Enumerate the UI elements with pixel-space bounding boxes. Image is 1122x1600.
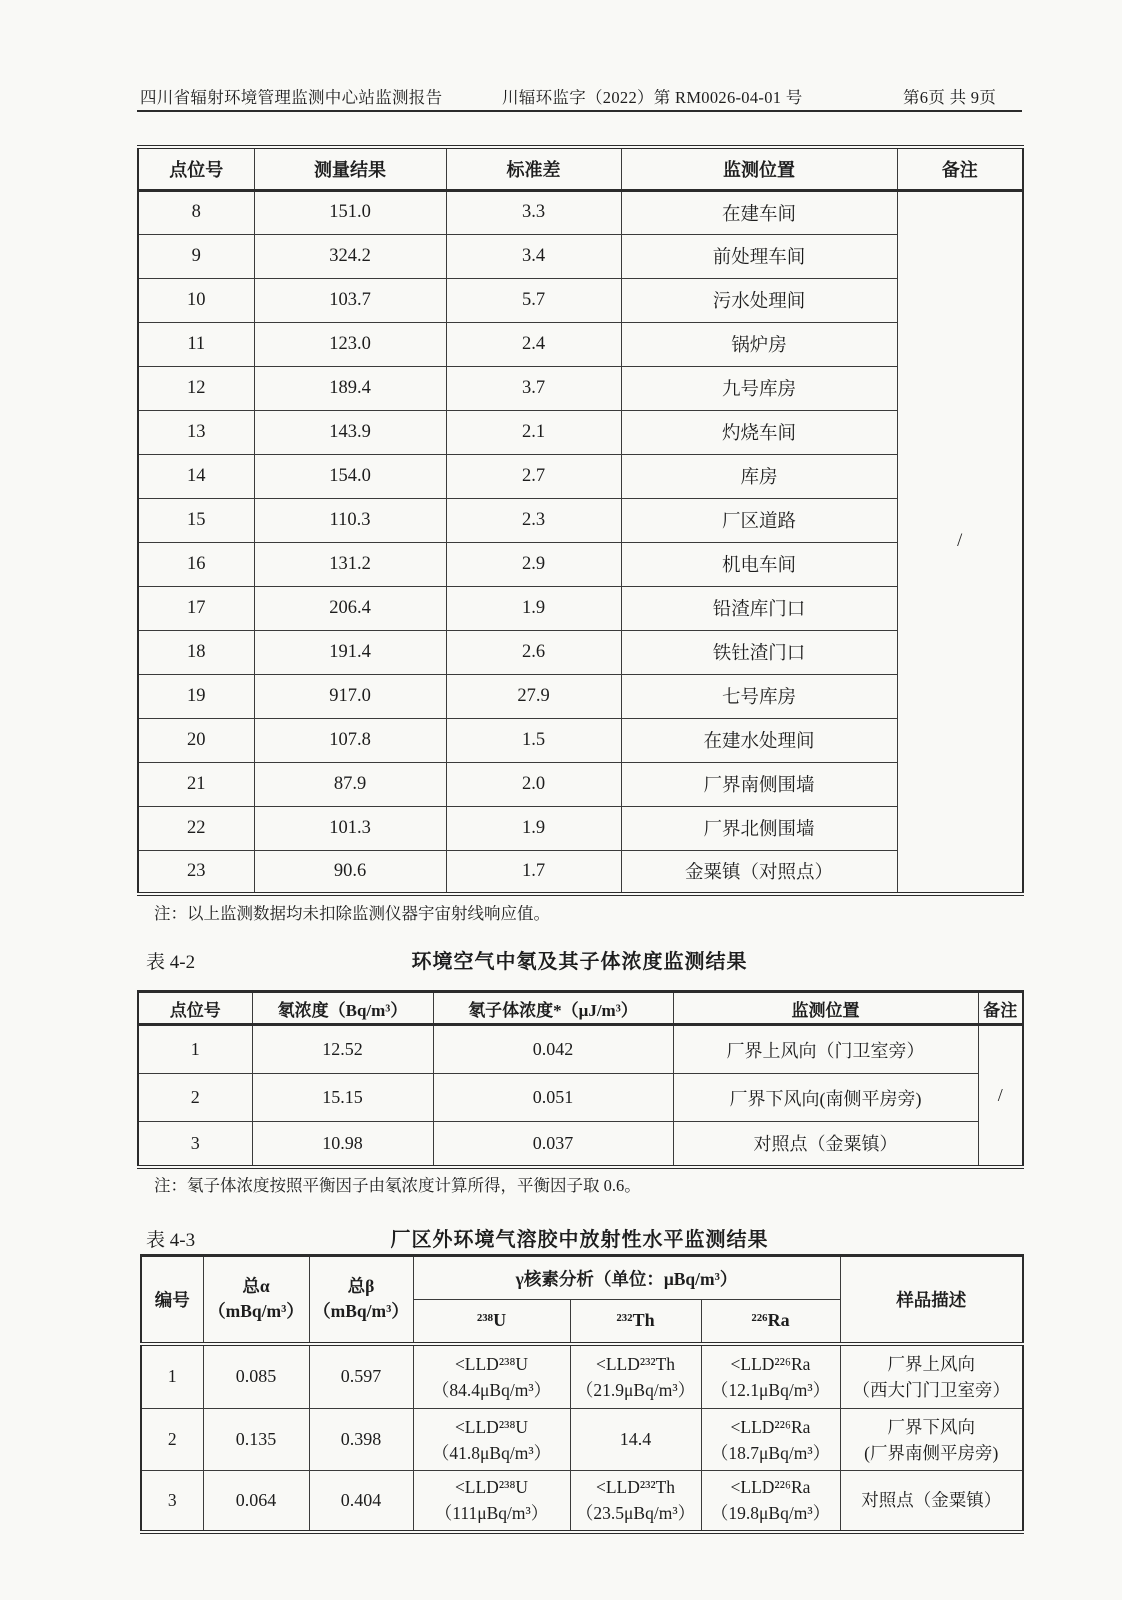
cell-point-id: 2	[138, 1074, 252, 1122]
table-row	[138, 322, 1023, 366]
cell-point-id: 15	[138, 498, 254, 542]
cell-location: 厂界上风向（门卫室旁）	[673, 1025, 978, 1074]
col-gross-beta	[309, 1256, 413, 1344]
gross-beta-line1: 总β	[347, 1276, 375, 1297]
header-rule	[137, 110, 1022, 112]
cell-result: 206.4	[254, 586, 446, 630]
radon-header-row	[138, 992, 1023, 1025]
sample-line1: 厂界下风向	[887, 1416, 975, 1437]
cell-ra226	[701, 1471, 840, 1532]
cell-stddev: 1.9	[446, 586, 621, 630]
col-gross-alpha	[203, 1256, 309, 1344]
table42-footnote: 注：氡子体浓度按照平衡因子由氡浓度计算所得，平衡因子取 0.6。	[154, 1176, 641, 1195]
cell-stddev: 2.1	[446, 410, 621, 454]
u238-line1: <LLD²³⁸U	[454, 1353, 529, 1374]
col-gamma-analysis: γ核素分析（单位：μBq/m³）	[413, 1256, 840, 1300]
cell-gross-alpha: 0.135	[203, 1409, 309, 1471]
cell-point-id: 20	[138, 718, 254, 762]
col-remark: 备注	[978, 992, 1023, 1025]
col-point-id: 点位号	[138, 147, 254, 190]
cell-result: 101.3	[254, 806, 446, 850]
ra226-line1: <LLD²²⁶Ra	[730, 1477, 811, 1498]
gross-alpha-line2: （mBq/m³）	[208, 1301, 304, 1322]
cell-stddev: 1.9	[446, 806, 621, 850]
col-th232: ²³²Th	[570, 1300, 701, 1344]
table-row	[138, 542, 1023, 586]
cell-location: 铅渣库门口	[621, 586, 897, 630]
cell-point-id: 14	[138, 454, 254, 498]
table-row	[138, 806, 1023, 850]
ra226-line2: （19.8μBq/m³）	[710, 1503, 831, 1524]
cell-point-id: 9	[138, 234, 254, 278]
cell-location: 机电车间	[621, 542, 897, 586]
cell-stddev: 3.3	[446, 190, 621, 234]
cell-stddev: 1.7	[446, 850, 621, 894]
cell-location: 库房	[621, 454, 897, 498]
cell-location: 灼烧车间	[621, 410, 897, 454]
col-location: 监测位置	[673, 992, 978, 1025]
cell-result: 103.7	[254, 278, 446, 322]
u238-line2: （84.4μBq/m³）	[431, 1379, 552, 1400]
cell-u238	[413, 1344, 570, 1409]
gross-beta-line2: （mBq/m³）	[313, 1301, 409, 1322]
cell-th232: 14.4	[570, 1409, 701, 1471]
cell-gross-beta: 0.404	[309, 1471, 413, 1532]
cell-result: 917.0	[254, 674, 446, 718]
table-row	[138, 674, 1023, 718]
table-row	[138, 1025, 1023, 1074]
radon-table	[137, 990, 1024, 1169]
cell-point-id: 18	[138, 630, 254, 674]
table-row	[141, 1471, 1023, 1532]
table-row	[138, 1122, 1023, 1167]
dose-rate-header-row	[138, 147, 1023, 190]
ra226-line2: （12.1μBq/m³）	[710, 1379, 831, 1400]
cell-sample-id: 2	[141, 1409, 203, 1471]
cell-stddev: 27.9	[446, 674, 621, 718]
u238-line2: （41.8μBq/m³）	[431, 1442, 552, 1463]
cell-sample-id: 3	[141, 1471, 203, 1532]
cell-gross-alpha: 0.064	[203, 1471, 309, 1532]
cell-result: 143.9	[254, 410, 446, 454]
cell-sample-description	[840, 1344, 1023, 1409]
cell-stddev: 1.5	[446, 718, 621, 762]
cell-location: 在建车间	[621, 190, 897, 234]
cell-result: 151.0	[254, 190, 446, 234]
cell-gross-beta: 0.398	[309, 1409, 413, 1471]
table-row	[138, 1074, 1023, 1122]
cell-location: 九号库房	[621, 366, 897, 410]
cell-radon: 10.98	[252, 1122, 433, 1167]
table-row	[138, 410, 1023, 454]
cell-ra226	[701, 1344, 840, 1409]
cell-location: 厂区道路	[621, 498, 897, 542]
table-row	[138, 190, 1023, 234]
cell-location: 金粟镇（对照点）	[621, 850, 897, 894]
cell-sample-id: 1	[141, 1344, 203, 1409]
header-page-number: 第6页 共 9页	[903, 88, 997, 107]
cell-result: 154.0	[254, 454, 446, 498]
sample-line2: (厂界南侧平房旁)	[864, 1442, 999, 1463]
sample-line2: （西大门门卫室旁）	[852, 1379, 1010, 1400]
cell-result: 107.8	[254, 718, 446, 762]
cell-progeny: 0.042	[433, 1025, 673, 1074]
u238-line1: <LLD²³⁸U	[454, 1477, 529, 1498]
cell-point-id: 3	[138, 1122, 252, 1167]
cell-result: 110.3	[254, 498, 446, 542]
cell-point-id: 22	[138, 806, 254, 850]
cell-location: 厂界下风向(南侧平房旁)	[673, 1074, 978, 1122]
th232-line2: （23.5μBq/m³）	[575, 1503, 696, 1524]
header-station-title: 四川省辐射环境管理监测中心站监测报告	[140, 88, 443, 107]
cell-location: 铁钍渣门口	[621, 630, 897, 674]
cell-gross-beta: 0.597	[309, 1344, 413, 1409]
gross-alpha-line1: 总α	[242, 1276, 270, 1297]
col-u238: ²³⁸U	[413, 1300, 570, 1344]
cell-result: 189.4	[254, 366, 446, 410]
header-document-number: 川辐环监字（2022）第 RM0026-04-01 号	[502, 88, 803, 107]
cell-point-id: 17	[138, 586, 254, 630]
cell-progeny: 0.051	[433, 1074, 673, 1122]
cell-remark-merged: /	[897, 190, 1023, 894]
cell-result: 131.2	[254, 542, 446, 586]
cell-radon: 15.15	[252, 1074, 433, 1122]
cell-u238	[413, 1471, 570, 1532]
cell-radon: 12.52	[252, 1025, 433, 1074]
cell-location: 七号库房	[621, 674, 897, 718]
sample-line1: 厂界上风向	[887, 1353, 975, 1374]
table-row	[138, 718, 1023, 762]
sample-line1: 对照点（金粟镇）	[861, 1490, 1002, 1511]
dose-rate-table	[137, 145, 1024, 896]
table-row	[138, 586, 1023, 630]
col-sample-description: 样品描述	[840, 1256, 1023, 1344]
cell-point-id: 21	[138, 762, 254, 806]
col-stddev: 标准差	[446, 147, 621, 190]
cell-point-id: 13	[138, 410, 254, 454]
table42-title: 环境空气中氡及其子体浓度监测结果	[411, 951, 748, 973]
cell-location: 厂界北侧围墙	[621, 806, 897, 850]
ra226-line1: <LLD²²⁶Ra	[730, 1416, 811, 1437]
table-row	[141, 1409, 1023, 1471]
cell-point-id: 11	[138, 322, 254, 366]
cell-gross-alpha: 0.085	[203, 1344, 309, 1409]
col-radon-progeny: 氡子体浓度*（μJ/m³）	[433, 992, 673, 1025]
table1-footnote: 注：以上监测数据均未扣除监测仪器宇宙射线响应值。	[154, 904, 550, 923]
cell-sample-description	[840, 1409, 1023, 1471]
cell-result: 87.9	[254, 762, 446, 806]
cell-location: 厂界南侧围墙	[621, 762, 897, 806]
cell-stddev: 3.7	[446, 366, 621, 410]
u238-line2: （111μBq/m³）	[434, 1503, 549, 1524]
table-row	[138, 366, 1023, 410]
th232-line2: （21.9μBq/m³）	[575, 1379, 696, 1400]
table-row	[138, 278, 1023, 322]
cell-point-id: 1	[138, 1025, 252, 1074]
table43-title: 厂区外环境气溶胶中放射性水平监测结果	[390, 1229, 769, 1251]
table-row	[138, 498, 1023, 542]
col-ra226: ²²⁶Ra	[701, 1300, 840, 1344]
cell-ra226	[701, 1409, 840, 1471]
col-sample-id: 编号	[141, 1256, 203, 1344]
aerosol-table	[140, 1254, 1024, 1534]
col-remark: 备注	[897, 147, 1023, 190]
col-radon-concentration: 氡浓度（Bq/m³）	[252, 992, 433, 1025]
cell-point-id: 23	[138, 850, 254, 894]
cell-stddev: 5.7	[446, 278, 621, 322]
ra226-line1: <LLD²²⁶Ra	[730, 1353, 811, 1374]
cell-u238	[413, 1409, 570, 1471]
cell-th232	[570, 1344, 701, 1409]
col-point-id: 点位号	[138, 992, 252, 1025]
cell-point-id: 10	[138, 278, 254, 322]
cell-location: 污水处理间	[621, 278, 897, 322]
cell-result: 123.0	[254, 322, 446, 366]
table-row	[138, 454, 1023, 498]
cell-result: 324.2	[254, 234, 446, 278]
u238-line1: <LLD²³⁸U	[454, 1416, 529, 1437]
col-result: 测量结果	[254, 147, 446, 190]
cell-stddev: 2.9	[446, 542, 621, 586]
cell-remark-merged: /	[978, 1025, 1023, 1167]
col-location: 监测位置	[621, 147, 897, 190]
cell-sample-description	[840, 1471, 1023, 1532]
cell-point-id: 12	[138, 366, 254, 410]
table43-label: 表 4-3	[146, 1230, 196, 1251]
table42-label: 表 4-2	[146, 952, 196, 973]
cell-point-id: 16	[138, 542, 254, 586]
aerosol-header-row-1	[141, 1256, 1023, 1300]
cell-th232	[570, 1471, 701, 1532]
cell-stddev: 2.0	[446, 762, 621, 806]
th232-line1: <LLD²³²Th	[595, 1477, 676, 1498]
cell-location: 锅炉房	[621, 322, 897, 366]
table-row	[141, 1344, 1023, 1409]
table-row	[138, 234, 1023, 278]
cell-point-id: 8	[138, 190, 254, 234]
ra226-line2: （18.7μBq/m³）	[710, 1442, 831, 1463]
table-row	[138, 630, 1023, 674]
th232-line1: <LLD²³²Th	[595, 1353, 676, 1374]
cell-stddev: 2.7	[446, 454, 621, 498]
cell-location: 在建水处理间	[621, 718, 897, 762]
cell-progeny: 0.037	[433, 1122, 673, 1167]
cell-result: 191.4	[254, 630, 446, 674]
cell-result: 90.6	[254, 850, 446, 894]
cell-point-id: 19	[138, 674, 254, 718]
cell-location: 对照点（金粟镇）	[673, 1122, 978, 1167]
table-row	[138, 762, 1023, 806]
cell-stddev: 2.3	[446, 498, 621, 542]
cell-stddev: 3.4	[446, 234, 621, 278]
cell-stddev: 2.6	[446, 630, 621, 674]
table-row	[138, 850, 1023, 894]
cell-stddev: 2.4	[446, 322, 621, 366]
cell-location: 前处理车间	[621, 234, 897, 278]
